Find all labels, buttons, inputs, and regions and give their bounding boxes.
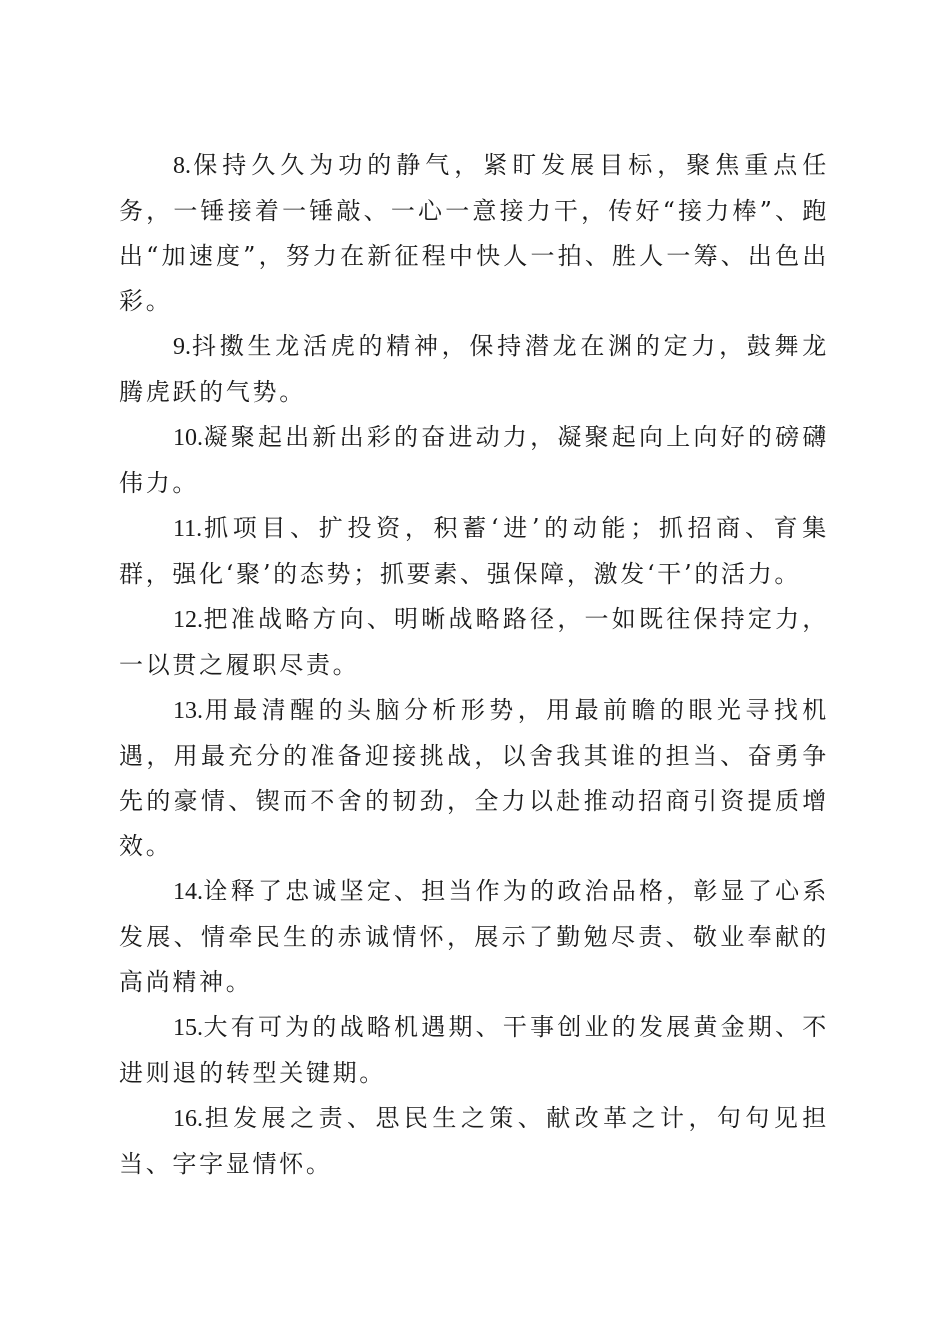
paragraph-16 xyxy=(119,1096,829,1187)
paragraph-text: 抓项目、扩投资，积蓄‘进’的动能；抓招商、育集群，强化‘聚’的态势；抓要素、强保障，激发‘干’的活力。 xyxy=(119,514,829,588)
paragraph-number: 12. xyxy=(173,607,203,633)
paragraph-text: 把准战略方向、明晰战略路径，一如既往保持定力，一以贯之履职尽责。 xyxy=(119,605,829,679)
paragraph-text: 抖擞生龙活虎的精神，保持潜龙在渊的定力，鼓舞龙腾虎跃的气势。 xyxy=(119,332,829,406)
paragraph-11 xyxy=(119,506,829,597)
paragraph-number: 14. xyxy=(173,879,203,905)
paragraph-number: 8. xyxy=(173,153,191,179)
paragraph-text: 保持久久为功的静气，紧盯发展目标，聚焦重点任务，一锤接着一锤敲、一心一意接力干，传好“接力棒”、跑出“加速度”，努力在新征程中快人一拍、胜人一筹、出色出彩。 xyxy=(119,151,829,315)
paragraph-text: 大有可为的战略机遇期、干事创业的发展黄金期、不进则退的转型关键期。 xyxy=(119,1013,829,1087)
paragraph-number: 16. xyxy=(173,1106,203,1132)
paragraph-text: 诠释了忠诚坚定、担当作为的政治品格，彰显了心系发展、情牵民生的赤诚情怀，展示了勤勉尽责、敬业奉献的高尚精神。 xyxy=(119,877,829,996)
paragraph-number: 13. xyxy=(173,698,203,724)
paragraph-12 xyxy=(119,597,829,688)
paragraph-9 xyxy=(119,324,829,415)
paragraph-text: 凝聚起出新出彩的奋进动力，凝聚起向上向好的磅礴伟力。 xyxy=(119,423,829,497)
paragraph-8 xyxy=(119,143,829,324)
paragraph-15 xyxy=(119,1005,829,1096)
paragraph-13 xyxy=(119,688,829,869)
paragraph-14 xyxy=(119,869,829,1005)
paragraph-number: 10. xyxy=(173,425,203,451)
paragraph-10 xyxy=(119,415,829,506)
document-body xyxy=(119,143,829,1187)
paragraph-number: 15. xyxy=(173,1015,203,1041)
paragraph-text: 用最清醒的头脑分析形势，用最前瞻的眼光寻找机遇，用最充分的准备迎接挑战，以舍我其谁的担当、奋勇争先的豪情、锲而不舍的韧劲，全力以赴推动招商引资提质增效。 xyxy=(119,696,829,860)
paragraph-text: 担发展之责、思民生之策、献改革之计，句句见担当、字字显情怀。 xyxy=(119,1104,829,1178)
paragraph-number: 11. xyxy=(173,516,203,542)
paragraph-number: 9. xyxy=(173,334,191,360)
